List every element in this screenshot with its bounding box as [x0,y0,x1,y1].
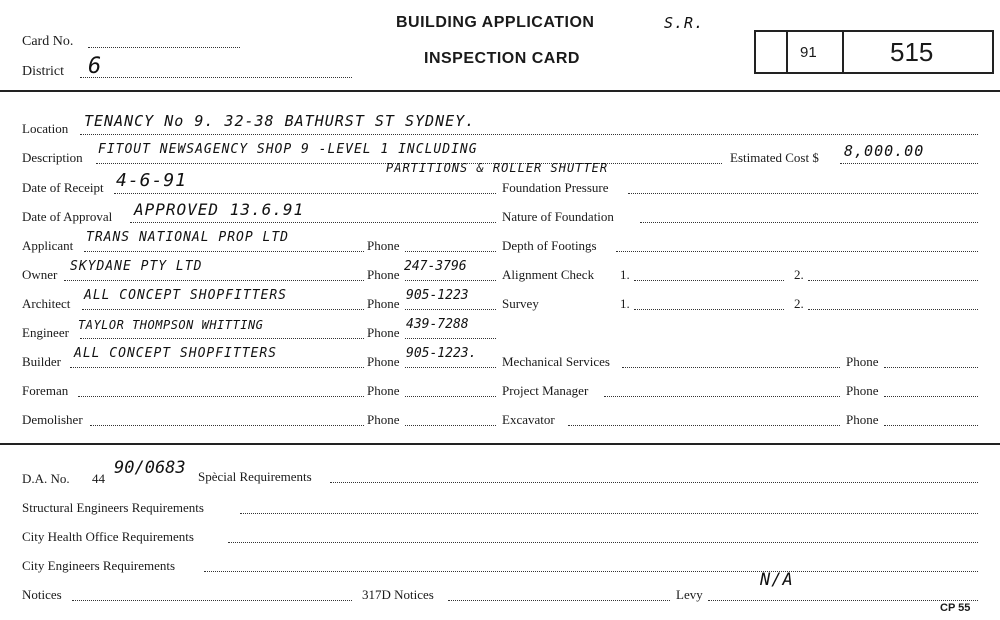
owner-phone-label: Phone [367,267,400,282]
nature-of-foundation-field[interactable] [640,222,978,223]
mechanical-services-phone-field[interactable] [884,367,978,368]
builder-label: Builder [22,354,61,369]
survey-label: Survey [502,296,539,311]
location-value: TENANCY No 9. 32-38 BATHURST ST SYDNEY. [84,112,476,130]
section-divider [0,443,1000,445]
owner-field[interactable] [64,280,364,281]
survey-field-2[interactable] [808,309,978,310]
architect-field[interactable] [82,309,364,310]
depth-of-footings-field[interactable] [616,251,978,252]
foreman-label: Foreman [22,383,69,398]
date-of-receipt-field[interactable] [114,193,496,194]
district-value: 6 [88,54,103,79]
notices-field[interactable] [72,600,352,601]
architect-phone-label: Phone [367,296,400,311]
demolisher-field[interactable] [90,425,364,426]
excavator-phone-label: Phone [846,412,879,427]
location-field[interactable] [80,134,978,135]
description-value-2: PARTITIONS & ROLLER SHUTTER [386,161,609,175]
description-label: Description [22,150,83,165]
date-of-approval-label: Date of Approval [22,209,113,224]
owner-phone-field[interactable] [405,280,496,281]
owner-phone-value: 247-3796 [404,259,467,274]
engineer-value: TAYLOR THOMPSON WHITTING [78,318,264,332]
mechanical-services-field[interactable] [622,367,840,368]
foundation-pressure-label: Foundation Pressure [502,180,609,195]
levy-value: N/A [760,570,794,590]
date-of-receipt-label: Date of Receipt [22,180,104,195]
owner-label: Owner [22,267,58,282]
alignment-check-field-2[interactable] [808,280,978,281]
alignment-check-n2: 2. [794,267,804,282]
date-of-approval-field[interactable] [130,222,496,223]
form-title-line2: INSPECTION CARD [424,50,580,67]
estimated-cost-label: Estimated Cost $ [730,150,819,165]
project-manager-label: Project Manager [502,383,589,398]
engineer-phone-label: Phone [367,325,400,340]
nature-of-foundation-label: Nature of Foundation [502,209,614,224]
special-requirements-label: Spècial Requirements [198,469,312,484]
engineer-phone-value: 439-7288 [406,317,469,332]
levy-field[interactable] [708,600,978,601]
initials: S.R. [664,14,705,32]
da-no-label: D.A. No. [22,471,70,486]
card-no-label: Card No. [22,34,74,49]
survey-n1: 1. [620,296,630,311]
alignment-check-label: Alignment Check [502,267,595,282]
engineers-requirements-label: City Engineers Requirements [22,558,176,573]
excavator-phone-field[interactable] [884,425,978,426]
card-no-field[interactable] [88,47,240,48]
special-requirements-field[interactable] [330,482,978,483]
alignment-check-n1: 1. [620,267,630,282]
builder-value: ALL CONCEPT SHOPFITTERS [74,346,278,361]
card-number-box [754,30,994,74]
da-no-value: 90/0683 [114,458,186,478]
architect-phone-value: 905-1223 [406,288,469,303]
structural-requirements-label: Structural Engineers Requirements [22,500,204,515]
foreman-field[interactable] [78,396,364,397]
date-of-approval-value: APPROVED 13.6.91 [134,200,305,219]
owner-value: SKYDANE PTY LTD [70,259,203,274]
applicant-phone-field[interactable] [405,251,496,252]
builder-field[interactable] [70,367,364,368]
architect-label: Architect [22,296,71,311]
project-manager-phone-label: Phone [846,383,879,398]
health-requirements-field[interactable] [228,542,978,543]
demolisher-phone-field[interactable] [405,425,496,426]
mechanical-services-label: Mechanical Services [502,354,610,369]
notices-317d-field[interactable] [448,600,670,601]
box-number: 515 [890,37,934,67]
structural-requirements-field[interactable] [240,513,978,514]
alignment-check-field-1[interactable] [634,280,784,281]
location-label: Location [22,121,69,136]
district-field[interactable] [80,77,352,78]
form-title-line1: BUILDING APPLICATION [396,14,595,31]
foreman-phone-label: Phone [367,383,400,398]
health-requirements-label: City Health Office Requirements [22,529,194,544]
date-of-receipt-value: 4-6-91 [116,170,188,191]
engineers-requirements-field[interactable] [204,571,978,572]
project-manager-phone-field[interactable] [884,396,978,397]
project-manager-field[interactable] [604,396,840,397]
survey-n2: 2. [794,296,804,311]
district-label: District [22,64,64,79]
builder-phone-value: 905-1223. [406,346,477,361]
demolisher-phone-label: Phone [367,412,400,427]
header-divider [0,90,1000,92]
applicant-field[interactable] [84,251,364,252]
builder-phone-field[interactable] [405,367,496,368]
estimated-cost-value: 8,000.00 [844,142,925,160]
estimated-cost-field[interactable] [840,163,978,164]
notices-317d-label: 317D Notices [362,587,434,602]
foundation-pressure-field[interactable] [628,193,978,194]
engineer-field[interactable] [80,338,364,339]
notices-label: Notices [22,587,62,602]
demolisher-label: Demolisher [22,412,83,427]
architect-phone-field[interactable] [405,309,496,310]
depth-of-footings-label: Depth of Footings [502,238,597,253]
applicant-phone-label: Phone [367,238,400,253]
engineer-phone-field[interactable] [405,338,496,339]
da-no-prefix: 44 [92,471,105,486]
foreman-phone-field[interactable] [405,396,496,397]
survey-field-1[interactable] [634,309,784,310]
applicant-value: TRANS NATIONAL PROP LTD [86,230,290,245]
description-value: FITOUT NEWSAGENCY SHOP 9 -LEVEL 1 INCLUDING [98,142,478,157]
mechanical-services-phone-label: Phone [846,354,879,369]
applicant-label: Applicant [22,238,74,253]
excavator-label: Excavator [502,412,555,427]
box-code: 91 [800,44,817,61]
builder-phone-label: Phone [367,354,400,369]
excavator-field[interactable] [568,425,840,426]
levy-label: Levy [676,587,703,602]
architect-value: ALL CONCEPT SHOPFITTERS [84,288,288,303]
form-code: CP 55 [940,602,971,614]
engineer-label: Engineer [22,325,69,340]
